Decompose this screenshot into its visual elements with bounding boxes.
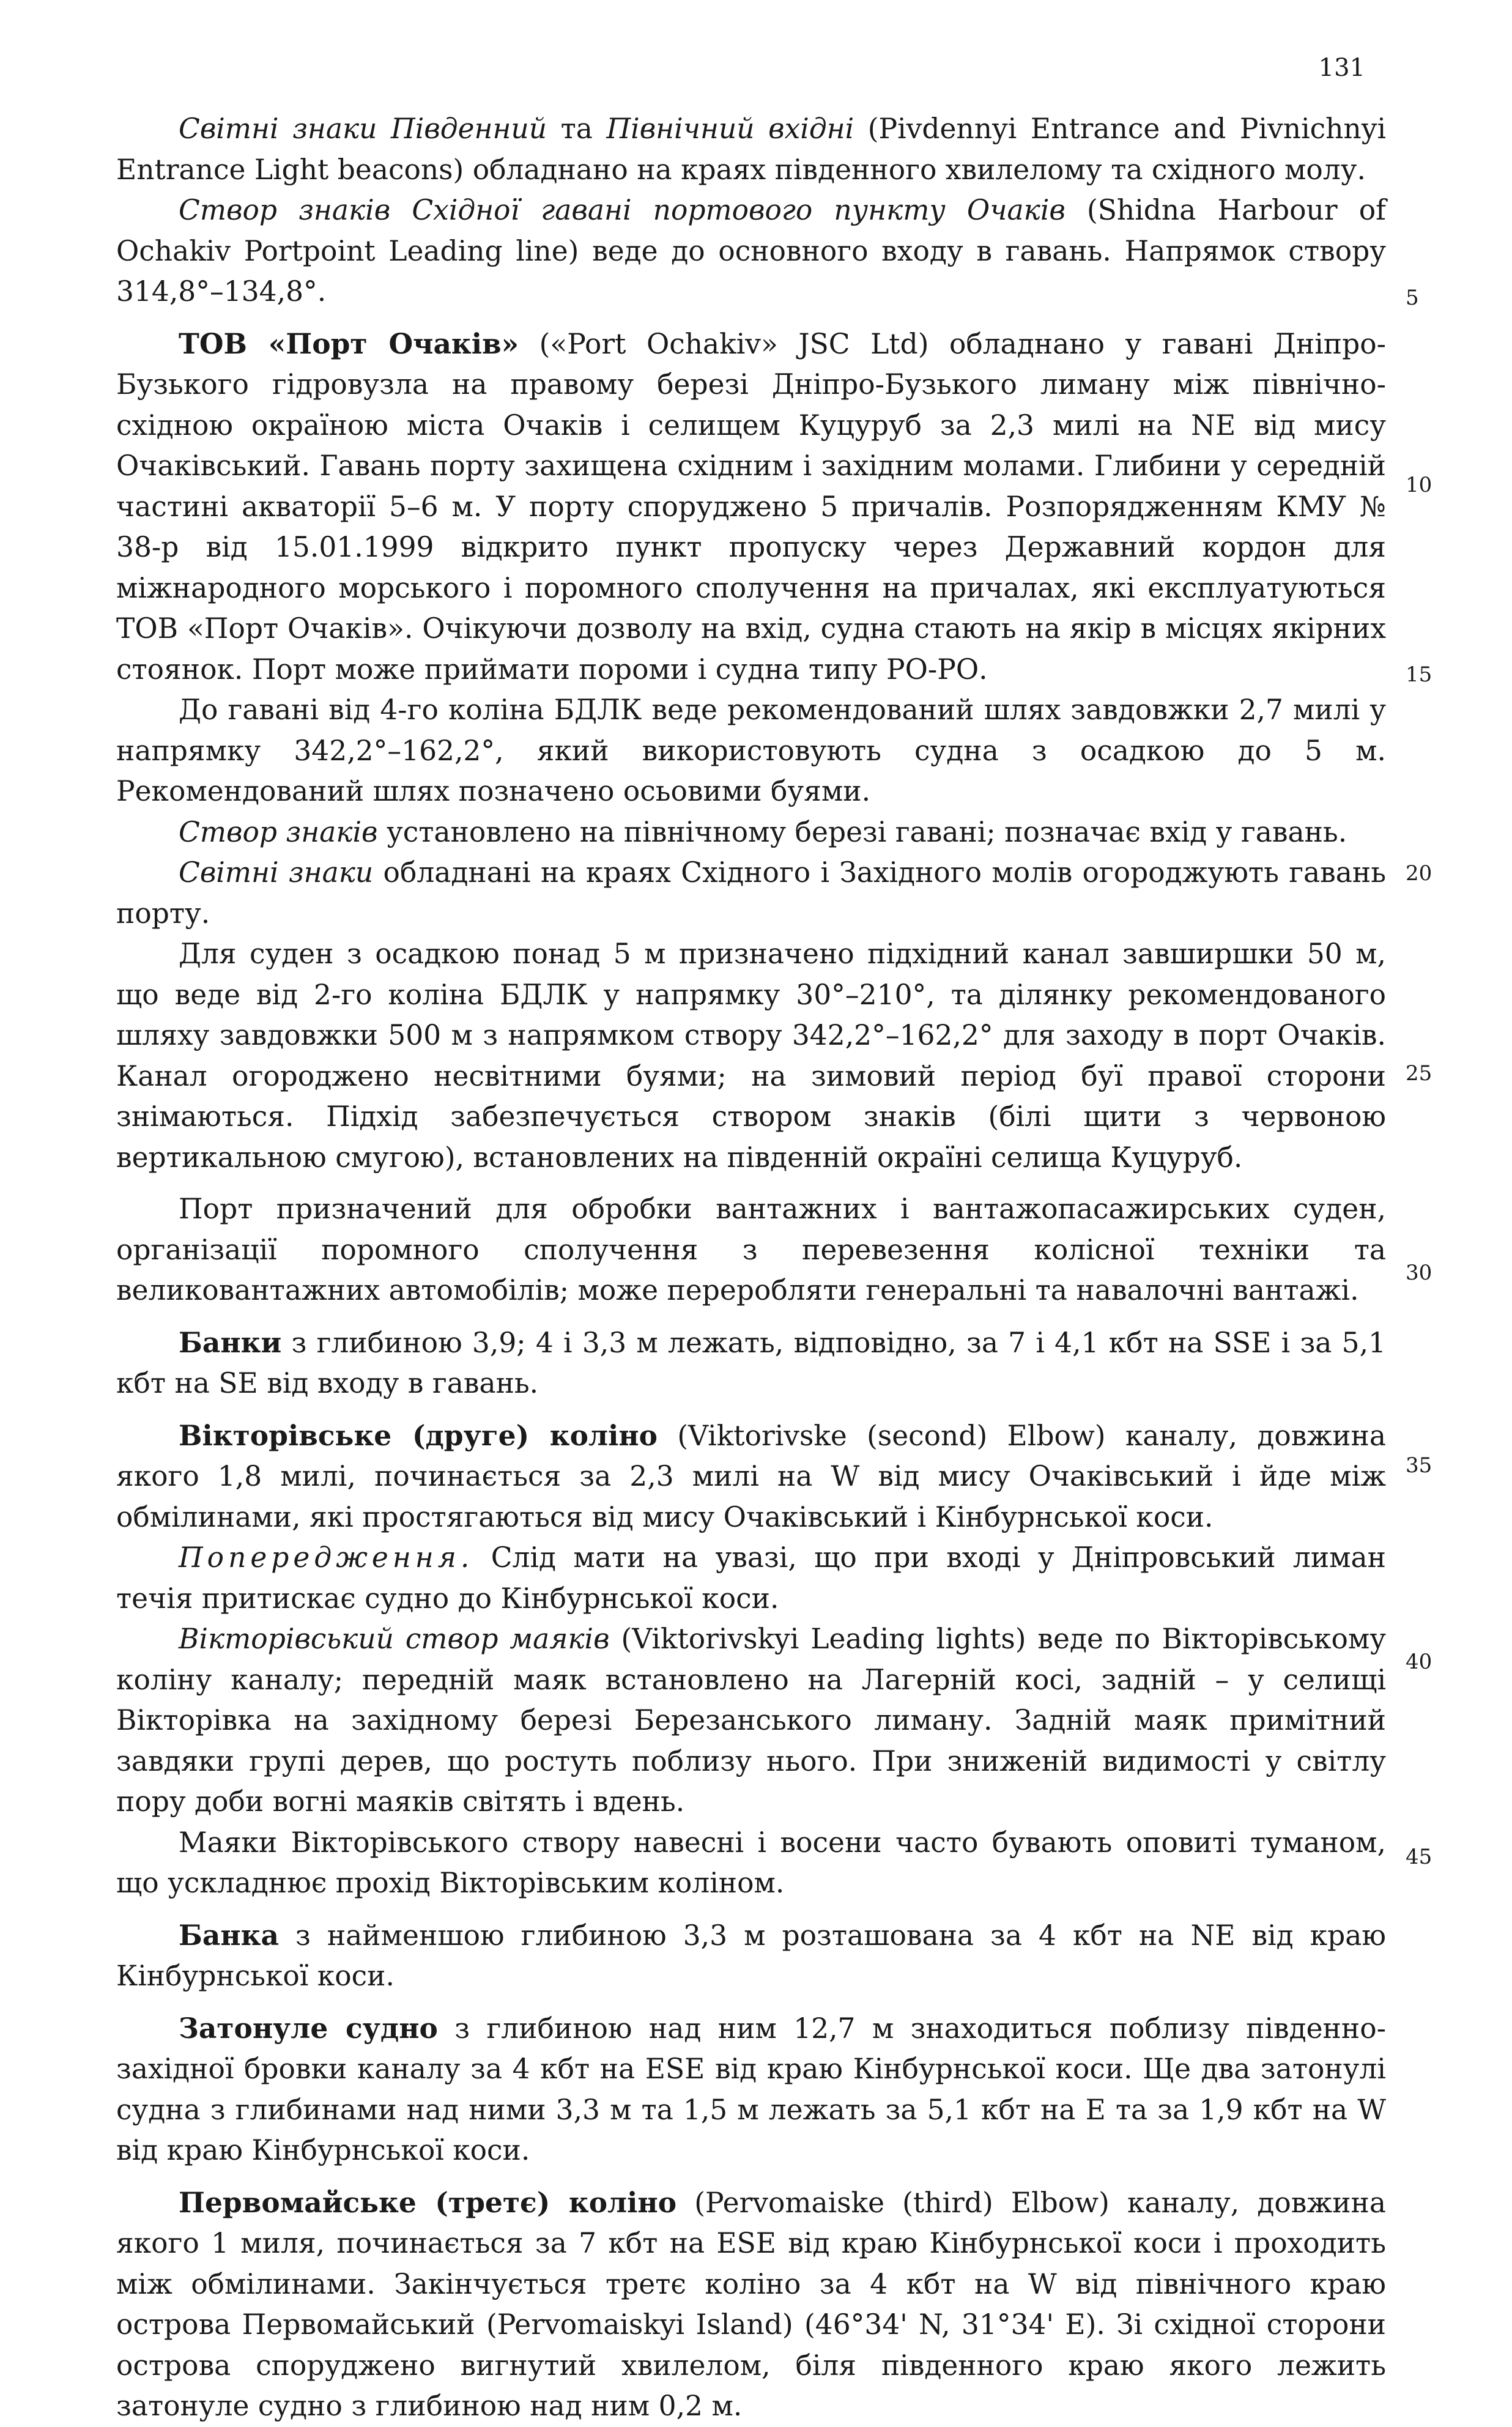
text-run: (Viktorivske (second) Elbow) каналу, довжина якого 1,8 милі, починається за 2,3 милі на W від мису Очаківський і йде між обмілинами, які простягаються від мису Очаківський і Кінбурнської коси. xyxy=(116,1419,1386,1533)
emphasis-term: Північний вхідні xyxy=(606,113,854,145)
line-number: 40 xyxy=(1406,1650,1432,1674)
line-number: 15 xyxy=(1406,662,1432,687)
paragraph-p6 xyxy=(116,853,1386,934)
emphasis-term: Світні знаки Південний xyxy=(179,113,547,145)
emphasis-term: Затонуле судно xyxy=(179,2011,438,2045)
paragraph-p13 xyxy=(116,1823,1386,1904)
paragraph-p7 xyxy=(116,934,1386,1178)
emphasis-term: Світні знаки xyxy=(179,856,374,889)
text-run: Маяки Вікторівського створу навесні і восени часто бувають оповиті туманом, що ускладнює прохід Вікторівським коліном. xyxy=(116,1826,1386,1899)
emphasis-term: Створ знаків Східної гавані портового пункту Очаків xyxy=(179,194,1065,226)
paragraph-p14 xyxy=(116,1915,1386,1997)
line-number: 35 xyxy=(1406,1453,1432,1478)
line-number: 25 xyxy=(1406,1061,1432,1086)
text-run: («Port Ochakiv» JSC Ltd) обладнано у гавані Дніпро-Бузького гідровузла на правому березі Дніпро-Бузького лиману між північно-східною окраїною міста Очаків і селищем Куцуруб за 2,3 милі на NE від мису Очаківський. Гавань порту захищена східним і західним молами. Глибини у середній частині акваторії 5–6 м. У порту споруджено 5 причалів. Розпорядженням КМУ № 38-р від 15.01.1999 відкрито пункт пропуску через Державний кордон для міжнародного морського і поромного сполучення на причалах, які експлуатуються ТОВ «Порт Очаків». Очікуючи дозволу на вхід, судна стають на якір в місцях якірних стоянок. Порт може приймати пороми і судна типу РО-РО. xyxy=(116,327,1386,686)
paragraph-p5 xyxy=(116,812,1386,853)
line-number: 30 xyxy=(1406,1261,1432,1285)
text-run: Для суден з осадкою понад 5 м призначено підхідний канал завширшки 50 м, що веде від 2-го коліна БДЛК у напрямку 30°–210°, та ділянку рекомендованого шляху завдовжки 500 м з напрямком створу 342,2°–162,2° для заходу в порт Очаків. Канал огороджено несвітними буями; на зимовий період буї правої сторони знімаються. Підхід забезпечується створом знаків (білі щити з червоною вертикальною смугою), встановлених на південній окраїні селища Куцуруб. xyxy=(116,938,1386,1174)
paragraph-p16 xyxy=(116,2182,1386,2427)
text-run: Слід мати на увазі, що при вході у Дніпровський лиман течія притискає судно до Кінбурнської коси. xyxy=(116,1541,1386,1615)
emphasis-term: Вікторівський створ маяків xyxy=(179,1623,610,1655)
paragraph-p10 xyxy=(116,1415,1386,1538)
line-number: 45 xyxy=(1406,1845,1432,1869)
paragraph-p11 xyxy=(116,1538,1386,1619)
paragraph-p2 xyxy=(116,190,1386,313)
paragraph-p12 xyxy=(116,1619,1386,1823)
text-run: До гавані від 4-го коліна БДЛК веде рекомендований шлях завдовжки 2,7 милі у напрямку 342,2°–162,2°, який використовують судна з осадкою до 5 м. Рекомендований шлях позначено осьовими буями. xyxy=(116,694,1386,807)
paragraph-p4 xyxy=(116,690,1386,812)
emphasis-term: Попередження. xyxy=(179,1541,474,1574)
body-text xyxy=(116,109,1386,2427)
emphasis-term: Первомайське (третє) коліно xyxy=(179,2185,677,2219)
emphasis-term: Банка xyxy=(179,1918,280,1952)
paragraph-p3 xyxy=(116,324,1386,691)
text-run: з найменшою глибиною 3,3 м розташована за 4 кбт на NE від краю Кінбурнської коси. xyxy=(116,1919,1386,1992)
text-run: обладнані на краях Східного і Західного молів огороджують гавань порту. xyxy=(116,856,1386,930)
emphasis-term: Банки xyxy=(179,1325,282,1359)
line-number: 20 xyxy=(1406,861,1432,886)
emphasis-term: Створ знаків xyxy=(179,815,378,848)
text-run: з глибиною 3,9; 4 і 3,3 м лежать, відповідно, за 7 і 4,1 кбт на SSE і за 5,1 кбт на SE від входу в гавань. xyxy=(116,1326,1386,1399)
emphasis-term: Вікторівське (друге) коліно xyxy=(179,1418,658,1452)
text-run: Порт призначений для обробки вантажних і вантажопасажирських суден, організації поромного сполучення з перевезення колісної техніки та великовантажних автомобілів; може переробляти генеральні та навалочні вантажі. xyxy=(116,1193,1386,1306)
text-run: з глибиною над ним 12,7 м знаходиться поблизу південно-західної бровки каналу за 4 кбт на ESE від краю Кінбурнської коси. Ще два затонулі судна з глибинами над ними 3,3 м та 1,5 м лежать за 5,1 кбт на E та за 1,9 кбт на W від краю Кінбурнської коси. xyxy=(116,2012,1386,2166)
emphasis-term: ТОВ «Порт Очаків» xyxy=(179,327,519,360)
text-run: (Viktorivskyi Leading lights) веде по Вікторівському коліну каналу; передній маяк встановлено на Лагерній косі, задній – у селищі Вікторівка на західному березі Березанського лиману. Задній маяк примітний завдяки групі дерев, що ростуть поблизу нього. При зниженій видимості у світлу пору доби вогні маяків світять і вдень. xyxy=(116,1623,1386,1818)
paragraph-p9 xyxy=(116,1322,1386,1404)
text-run: (Shidna Harbour of Ochakiv Portpoint Leading line) веде до основного входу в гавань. Напрямок створу 314,8°–134,8°. xyxy=(116,194,1386,308)
text-run: та xyxy=(547,113,607,145)
paragraph-p8 xyxy=(116,1189,1386,1311)
line-number: 10 xyxy=(1406,473,1432,497)
text-run: (Pivdennyi Entrance and Pivnichnyi Entrance Light beacons) обладнано на краях південного хвилелому та східного молу. xyxy=(116,113,1386,186)
line-number: 5 xyxy=(1406,286,1419,310)
text-run: (Pervomaiske (third) Elbow) каналу, довжина якого 1 миля, починається за 7 кбт на ESE від краю Кінбурнської коси і проходить між обмілинами. Закінчується третє коліно за 4 кбт на W від північного краю острова Первомайський (Pervomaiskyi Island) (46°34' N, 31°34' E). Зі східної сторони острова споруджено вигнутий хвилелом, біля південного краю якого лежить затонуле судно з глибиною над ним 0,2 м. xyxy=(116,2186,1387,2422)
paragraph-p15 xyxy=(116,2008,1386,2171)
paragraph-p1 xyxy=(116,109,1386,190)
page-number: 131 xyxy=(1318,54,1365,82)
text-run: установлено на північному березі гавані; позначає вхід у гавань. xyxy=(377,815,1347,848)
